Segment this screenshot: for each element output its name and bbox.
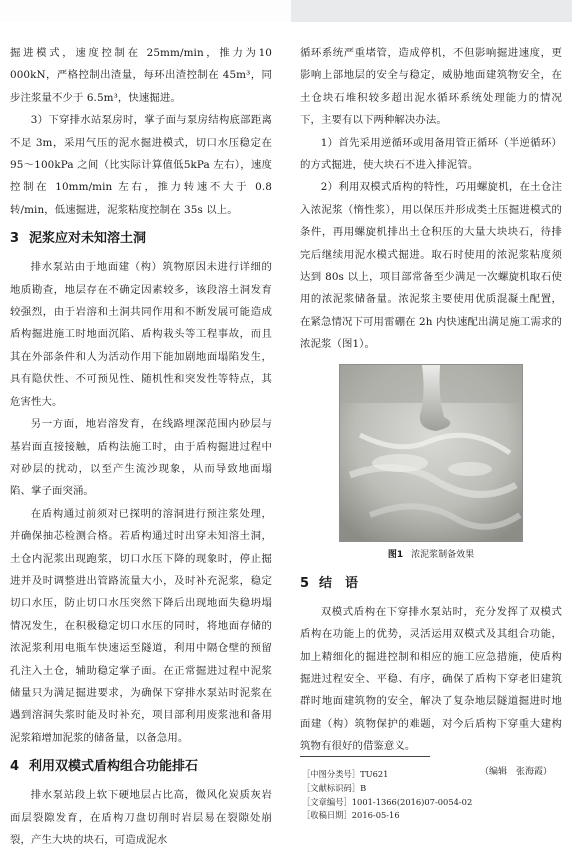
section-heading bbox=[10, 228, 272, 250]
meta-article-number: ［文章编号］1001-1366(2016)07-0054-02 bbox=[302, 796, 473, 807]
section-number: 4 bbox=[10, 759, 20, 775]
section-title: 泥浆应对未知溶土洞 bbox=[29, 231, 147, 247]
paragraph: 1）首先采用逆循环或用备用管正循环（半逆循环）的方式掘进，使大块石不进入排泥管。 bbox=[300, 136, 562, 172]
section-heading bbox=[10, 756, 272, 778]
footnote-divider bbox=[300, 756, 430, 757]
figure-label: 图1 bbox=[387, 549, 404, 560]
section-heading bbox=[300, 573, 562, 595]
section-title: 利用双模式盾构组合功能排石 bbox=[29, 759, 199, 775]
section-number: 5 bbox=[300, 575, 310, 591]
right-column bbox=[300, 42, 562, 780]
slurry-photo-image bbox=[340, 365, 522, 541]
paragraph: 另一方面，地岩溶发育，在线路埋深范围内砂层与基岩面直接接触，盾构法施工时，由于盾构掘进过程中对砂层的扰动，以至产生流沙现象，从而导致地面塌陷、掌子面突涌。 bbox=[10, 418, 272, 498]
editor-credit: （编辑 张海霞） bbox=[479, 766, 552, 777]
paragraph: 排水泵站段上软下硬地层占比高，微风化炭质灰岩面层裂隙发育，在盾构刀盘切削时岩层易在裂隙处崩裂，产生大块的块石，可造成泥水 bbox=[10, 789, 272, 846]
article-metadata bbox=[302, 768, 562, 823]
figure-caption bbox=[300, 544, 562, 566]
left-column bbox=[10, 42, 272, 851]
page-top-band bbox=[0, 0, 572, 22]
meta-received-date: ［收稿日期］2016-05-16 bbox=[302, 810, 400, 821]
figure-caption-text: 浓泥浆制备效果 bbox=[411, 549, 475, 560]
meta-document-code: ［文献标识码］B bbox=[302, 782, 367, 793]
section-title: 结 语 bbox=[319, 575, 359, 591]
paragraph: 双模式盾构在下穿排水泵站时，充分发挥了双模式盾构在功能上的优势，灵活运用双模式及其组合功能，加上精细化的掘进控制和相应的施工应急措施，使盾构掘进过程安全、平稳、有序，确保了盾构下穿老旧建筑群时地面建筑物的安全，解决了复杂地层隧道掘进时地面建（构）筑物保护的难题，对今后盾构下穿重大建构筑物有很好的借鉴意义。 bbox=[300, 605, 562, 753]
paragraph: 排水泵站由于地面建（构）筑物原因未进行详细的地质勘查，地层存在不确定因素较多，该段溶土洞发育较强烈，由于岩溶和土洞共同作用和不断发展可能造成盾构掘进施工时地面沉陷、盾构栽头等工程事故，而且其在外部条件和人为活动作用下能加剧地面塌陷发生，具有隐伏性、不可预见性、随机性和突发性等特点，其危害性大。 bbox=[10, 261, 272, 408]
figure-photo-mud-slurry bbox=[339, 364, 523, 542]
meta-classification: ［中图分类号］TU621 bbox=[302, 769, 389, 779]
paragraph: 掘进模式，速度控制在 25mm/min，推力为10 000kN，严格控制出渣量，每环出渣控制在 45m³，同步注浆量不少于 6.5m³，快速掘进。 bbox=[10, 47, 272, 104]
section-number: 3 bbox=[10, 231, 20, 247]
paragraph: 3）下穿排水站泵房时，掌子面与泵房结构底部距离不足 3m，采用气压的泥水掘进模式，切口水压稳定在 95～100kPa 之间（比实际计算值低5kPa 左右），速度控制在 10mm/min 左右，推力转速不大于 0.8 转/min，低速掘进，泥浆粘度控制在 35s 以上。 bbox=[10, 114, 272, 216]
paragraph: 循环系统严重堵管，造成停机，不但影响掘进速度，更影响上部地层的安全与稳定，威胁地面建筑物安全，在土仓块石堆积较多超出泥水循环系统处理能力的情况下，主要有以下两种解决办法。 bbox=[300, 47, 562, 127]
paragraph: 在盾构通过前须对已探明的溶洞进行预注浆处理，并确保抽芯检测合格。若盾构通过时出穿未知溶土洞，土仓内泥浆出现跑浆，切口水压下降的现象时，停止掘进并及时调整进出管路流量大小，及时补充泥浆，稳定切口水压，防止切口水压突然下降后出现地面失稳坍塌情况发生，在积极稳定切口水压的同时，将地面存储的浓泥浆利用电瓶车快速运至隧道，利用中隔仓壁的预留孔注入土仓，辅助稳定掌子面。在正常掘进过程中泥浆储量只为满足掘进要求，为确保下穿排水泵站时泥浆在遇到溶洞失浆时能及时补充，项目部利用废浆池和备用泥浆箱增加泥浆的储备量，以备急用。 bbox=[10, 507, 272, 744]
paragraph: 2）利用双模式盾构的特性，巧用螺旋机，在土仓注入浓泥浆（惰性浆），用以保压并形成类土压掘进模式的条件，再用螺旋机排出土仓积压的大量大块块石，待排完后继续用泥水模式掘进。取石时使用的浓泥浆粘度须达到 80s 以上，项目部常备至少满足一次螺旋机取石使用的浓泥浆储备量。浓泥浆主要使用优质混凝土配置，在紧急情况下可用雷硼在 2h 内快速配出满足施工需求的浓泥浆（图1）。 bbox=[300, 181, 562, 351]
header-tab-shade bbox=[291, 0, 572, 22]
